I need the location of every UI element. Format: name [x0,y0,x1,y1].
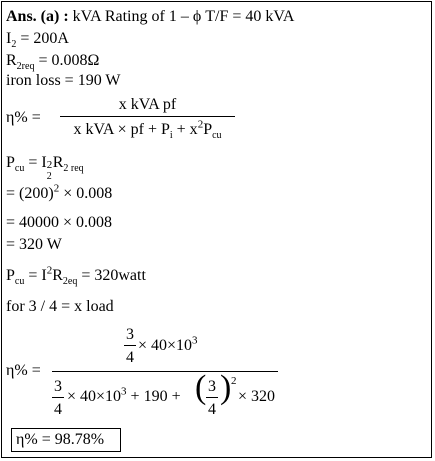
num-frac-3: 3 [126,326,134,343]
current-symbol: I [6,30,12,47]
efficiency-formula-lhs: η% = [6,109,41,126]
resistance-subscript: 2req [16,61,35,73]
den-end: × 320 [238,388,276,405]
num-frac-4: 4 [126,349,134,366]
pcu2-sub: cu [14,276,25,288]
load-line: for 3 / 4 = x load [6,298,114,315]
step-1-a: = (200) [6,185,54,202]
step-2: = 40000 × 0.008 [6,214,113,231]
den-rest-mid: + 190 + [126,388,181,405]
den-frac-3: 3 [54,378,62,395]
den-part-c: P [203,121,213,138]
pcu2-eq: = I [24,267,47,284]
step-3: = 320 W [6,236,62,253]
copper-loss-formula: $P_{cu} = I$ 2 2 $R_{2 req}$ [6,154,84,182]
final-result-box: η% = 98.78% [11,428,121,452]
den-paren-4: 4 [208,401,216,418]
den-rest-sup: 3 [121,385,127,398]
pcu2-req: 2eq [62,276,78,288]
step-1-sup: 2 [53,182,60,195]
den-sub-i: i [169,130,173,142]
den-right-paren: ) [220,369,232,406]
den-paren-sup: 2 [231,375,237,387]
iron-loss-line: iron loss = 190 W [6,72,121,89]
num-frac-bar [124,345,136,346]
den-frac-bar [52,397,64,398]
den-paren-3: 3 [208,378,216,395]
den-left-paren: ( [195,369,207,406]
den-part-a: x kVA × pf + P [73,121,170,138]
step-1 [6,182,113,203]
pcu2-symbol: P [6,267,15,284]
step-1-b: × 0.008 [59,185,113,202]
current-subscript: 2 [11,39,17,51]
num-rest-text: × 40×10 [138,337,193,354]
answer-label: Ans. (a) : [6,8,69,25]
resistance-symbol: R [6,52,17,69]
efficiency-result-lhs: η% = [6,362,41,379]
den-sup: 2 [197,118,204,131]
pcu2-sup: 2 [46,264,53,277]
pcu-eq: = I [24,154,47,171]
efficiency-formula-numerator: x kVA pf [118,96,177,113]
pcu-req: 2 req [63,163,84,175]
copper-loss-value [6,264,146,288]
answer-line [6,8,294,26]
current-value: = 200A [16,30,69,47]
efficiency-formula-bar [60,116,235,117]
resistance-value: = 0.008Ω [34,52,100,69]
den-rest [67,385,181,406]
answer-text: kVA Rating of 1 – ϕ T/F = 40 kVA [68,8,295,25]
efficiency-formula-denominator [56,118,239,142]
den-rest-text: × 40×10 [67,388,122,405]
den-frac-4: 4 [54,401,62,418]
den-paren-bar [206,397,218,398]
den-sub-cu: cu [212,130,222,142]
pcu2-value: = 320watt [77,267,146,284]
pcu2-r: R [52,267,63,284]
pcu-symbol: P [6,154,15,171]
num-rest-sup: 3 [192,334,198,347]
resistance-line [6,52,100,73]
efficiency-result-bar [52,371,278,372]
den-part-b: + x [172,121,198,138]
pcu-r: R [52,154,64,171]
pcu-sub: cu [14,163,25,175]
current-line [6,30,69,51]
num-rest [138,334,198,355]
